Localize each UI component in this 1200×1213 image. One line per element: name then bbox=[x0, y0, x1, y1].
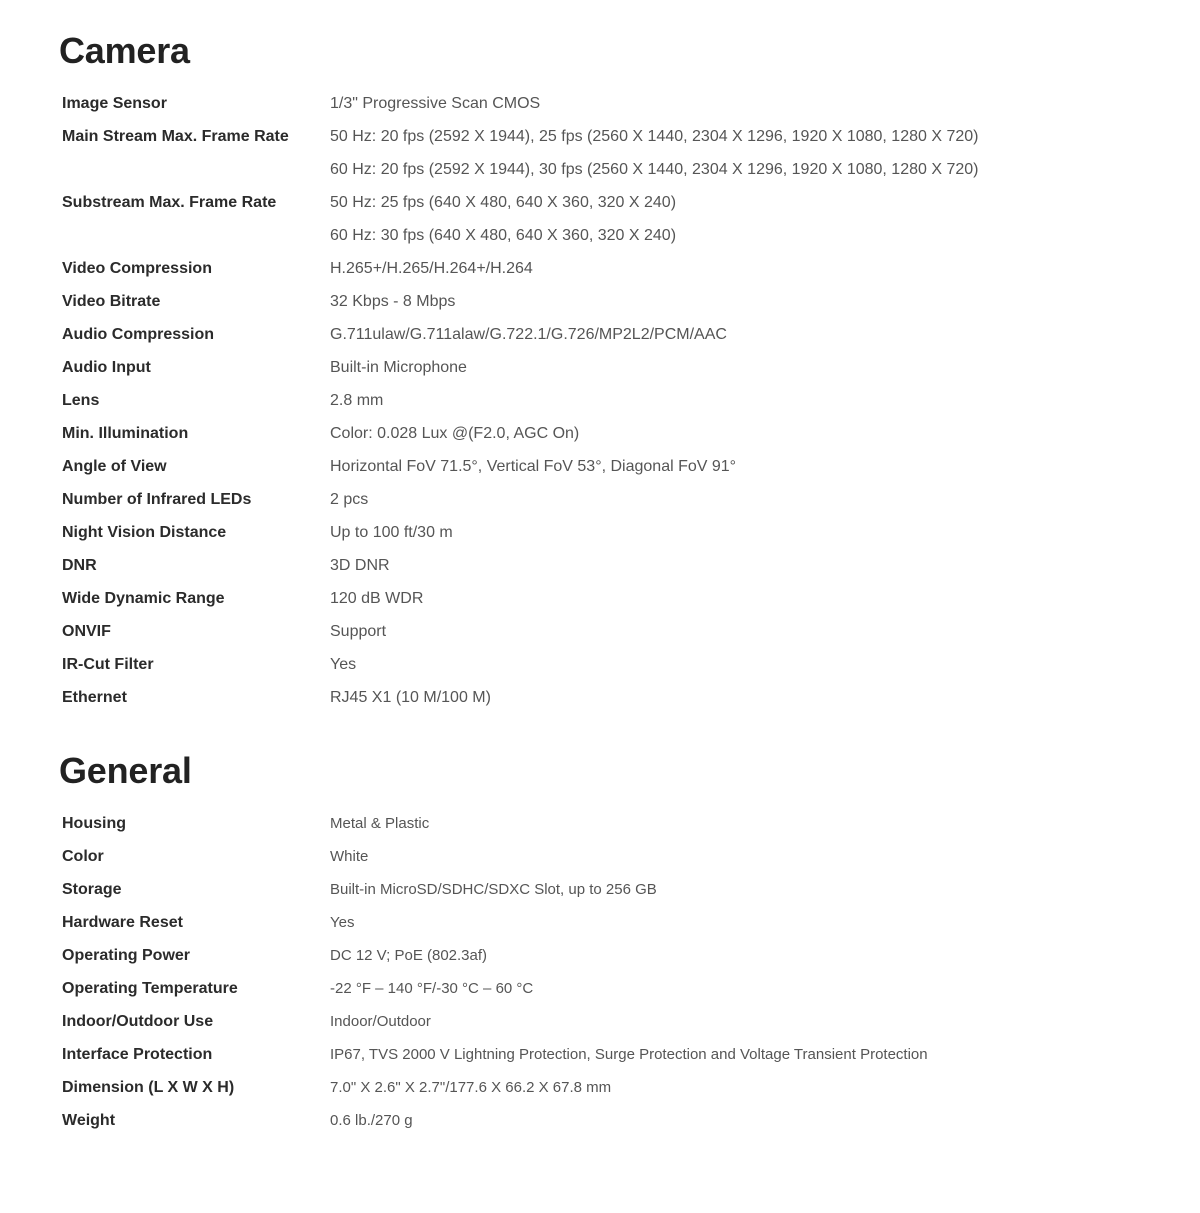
spec-row bbox=[60, 318, 1160, 351]
spec-row bbox=[60, 252, 1160, 285]
spec-row bbox=[60, 615, 1160, 648]
spec-label: Lens bbox=[62, 391, 100, 409]
spec-value: 7.0" X 2.6" X 2.7"/177.6 X 66.2 X 67.8 mm bbox=[330, 1079, 612, 1096]
spec-row bbox=[60, 972, 1160, 1005]
spec-value: Yes bbox=[330, 655, 357, 673]
spec-label: Audio Compression bbox=[62, 325, 215, 343]
spec-label: Operating Temperature bbox=[62, 979, 238, 997]
general-section bbox=[60, 748, 1160, 1137]
spec-row bbox=[60, 549, 1160, 582]
spec-label: DNR bbox=[62, 556, 97, 574]
spec-row bbox=[60, 1104, 1160, 1137]
spec-label: ONVIF bbox=[62, 622, 111, 640]
spec-row bbox=[60, 906, 1160, 939]
spec-value: IP67, TVS 2000 V Lightning Protection, Surge Protection and Voltage Transient Protection bbox=[330, 1046, 928, 1063]
spec-row bbox=[60, 516, 1160, 549]
spec-label: Video Compression bbox=[62, 259, 212, 277]
spec-value: Support bbox=[330, 622, 387, 640]
spec-row bbox=[60, 648, 1160, 681]
spec-value: White bbox=[330, 848, 369, 865]
spec-row bbox=[60, 87, 1160, 120]
spec-row bbox=[60, 219, 1160, 252]
spec-value: Horizontal FoV 71.5°, Vertical FoV 53°, Diagonal FoV 91° bbox=[330, 457, 737, 475]
spec-row bbox=[60, 483, 1160, 516]
camera-spec-table bbox=[60, 87, 1160, 714]
spec-value: Built-in MicroSD/SDHC/SDXC Slot, up to 256 GB bbox=[330, 881, 657, 898]
spec-value: Indoor/Outdoor bbox=[330, 1013, 431, 1030]
spec-label: Ethernet bbox=[62, 688, 127, 706]
spec-row bbox=[60, 186, 1160, 219]
camera-section bbox=[60, 28, 1160, 714]
spec-value: 0.6 lb./270 g bbox=[330, 1112, 413, 1129]
spec-row bbox=[60, 1005, 1160, 1038]
spec-row bbox=[60, 450, 1160, 483]
spec-row bbox=[60, 873, 1160, 906]
spec-label: Night Vision Distance bbox=[62, 523, 227, 541]
spec-value: 120 dB WDR bbox=[330, 589, 424, 607]
spec-label: Dimension (L X W X H) bbox=[62, 1078, 235, 1096]
general-spec-table bbox=[60, 807, 1160, 1137]
spec-label: Image Sensor bbox=[62, 94, 167, 112]
spec-value: DC 12 V; PoE (802.3af) bbox=[330, 947, 488, 964]
spec-row bbox=[60, 285, 1160, 318]
spec-value: Up to 100 ft/30 m bbox=[330, 523, 453, 541]
spec-label: Main Stream Max. Frame Rate bbox=[62, 127, 289, 145]
spec-row bbox=[60, 1038, 1160, 1071]
spec-label: Operating Power bbox=[62, 946, 191, 964]
spec-value: 3D DNR bbox=[330, 556, 390, 574]
spec-value: Color: 0.028 Lux @(F2.0, AGC On) bbox=[330, 424, 580, 442]
spec-label: Color bbox=[62, 847, 104, 865]
spec-label: Min. Illumination bbox=[62, 424, 189, 442]
spec-label: Housing bbox=[62, 814, 126, 832]
spec-value: Metal & Plastic bbox=[330, 815, 430, 832]
spec-row bbox=[60, 384, 1160, 417]
spec-row bbox=[60, 120, 1160, 153]
spec-label: Storage bbox=[62, 880, 122, 898]
spec-label: Weight bbox=[62, 1111, 116, 1129]
spec-label: Angle of View bbox=[62, 457, 167, 475]
spec-row bbox=[60, 1071, 1160, 1104]
spec-label: Wide Dynamic Range bbox=[62, 589, 225, 607]
spec-value: 2 pcs bbox=[330, 490, 369, 508]
spec-value: H.265+/H.265/H.264+/H.264 bbox=[330, 259, 533, 277]
spec-row bbox=[60, 681, 1160, 714]
section-title-general: General bbox=[59, 750, 192, 791]
spec-value: 60 Hz: 30 fps (640 X 480, 640 X 360, 320 X 240) bbox=[330, 226, 677, 244]
spec-value: -22 °F – 140 °F/-30 °C – 60 °C bbox=[330, 980, 534, 997]
spec-label: Audio Input bbox=[62, 358, 151, 376]
spec-row bbox=[60, 351, 1160, 384]
spec-value: Built-in Microphone bbox=[330, 358, 467, 376]
spec-row bbox=[60, 582, 1160, 615]
spec-label: Substream Max. Frame Rate bbox=[62, 193, 277, 211]
spec-label: Hardware Reset bbox=[62, 913, 183, 931]
spec-value: 2.8 mm bbox=[330, 391, 384, 409]
spec-label: Indoor/Outdoor Use bbox=[62, 1012, 214, 1030]
spec-value: 32 Kbps - 8 Mbps bbox=[330, 292, 456, 310]
spec-label: IR-Cut Filter bbox=[62, 655, 154, 673]
spec-value: 50 Hz: 20 fps (2592 X 1944), 25 fps (2560 X 1440, 2304 X 1296, 1920 X 1080, 1280 X 720) bbox=[330, 127, 979, 145]
spec-row bbox=[60, 153, 1160, 186]
spec-value: G.711ulaw/G.711alaw/G.722.1/G.726/MP2L2/PCM/AAC bbox=[330, 325, 727, 343]
spec-label: Interface Protection bbox=[62, 1045, 213, 1063]
section-title-camera: Camera bbox=[59, 30, 190, 71]
spec-value: RJ45 X1 (10 M/100 M) bbox=[330, 688, 491, 706]
spec-value: 1/3" Progressive Scan CMOS bbox=[330, 94, 541, 112]
spec-value: 50 Hz: 25 fps (640 X 480, 640 X 360, 320 X 240) bbox=[330, 193, 677, 211]
spec-value: Yes bbox=[330, 914, 355, 931]
spec-label: Video Bitrate bbox=[62, 292, 161, 310]
spec-value: 60 Hz: 20 fps (2592 X 1944), 30 fps (2560 X 1440, 2304 X 1296, 1920 X 1080, 1280 X 720) bbox=[330, 160, 979, 178]
spec-label: Number of Infrared LEDs bbox=[62, 490, 252, 508]
spec-row bbox=[60, 807, 1160, 840]
spec-row bbox=[60, 939, 1160, 972]
spec-row bbox=[60, 840, 1160, 873]
spec-row bbox=[60, 417, 1160, 450]
